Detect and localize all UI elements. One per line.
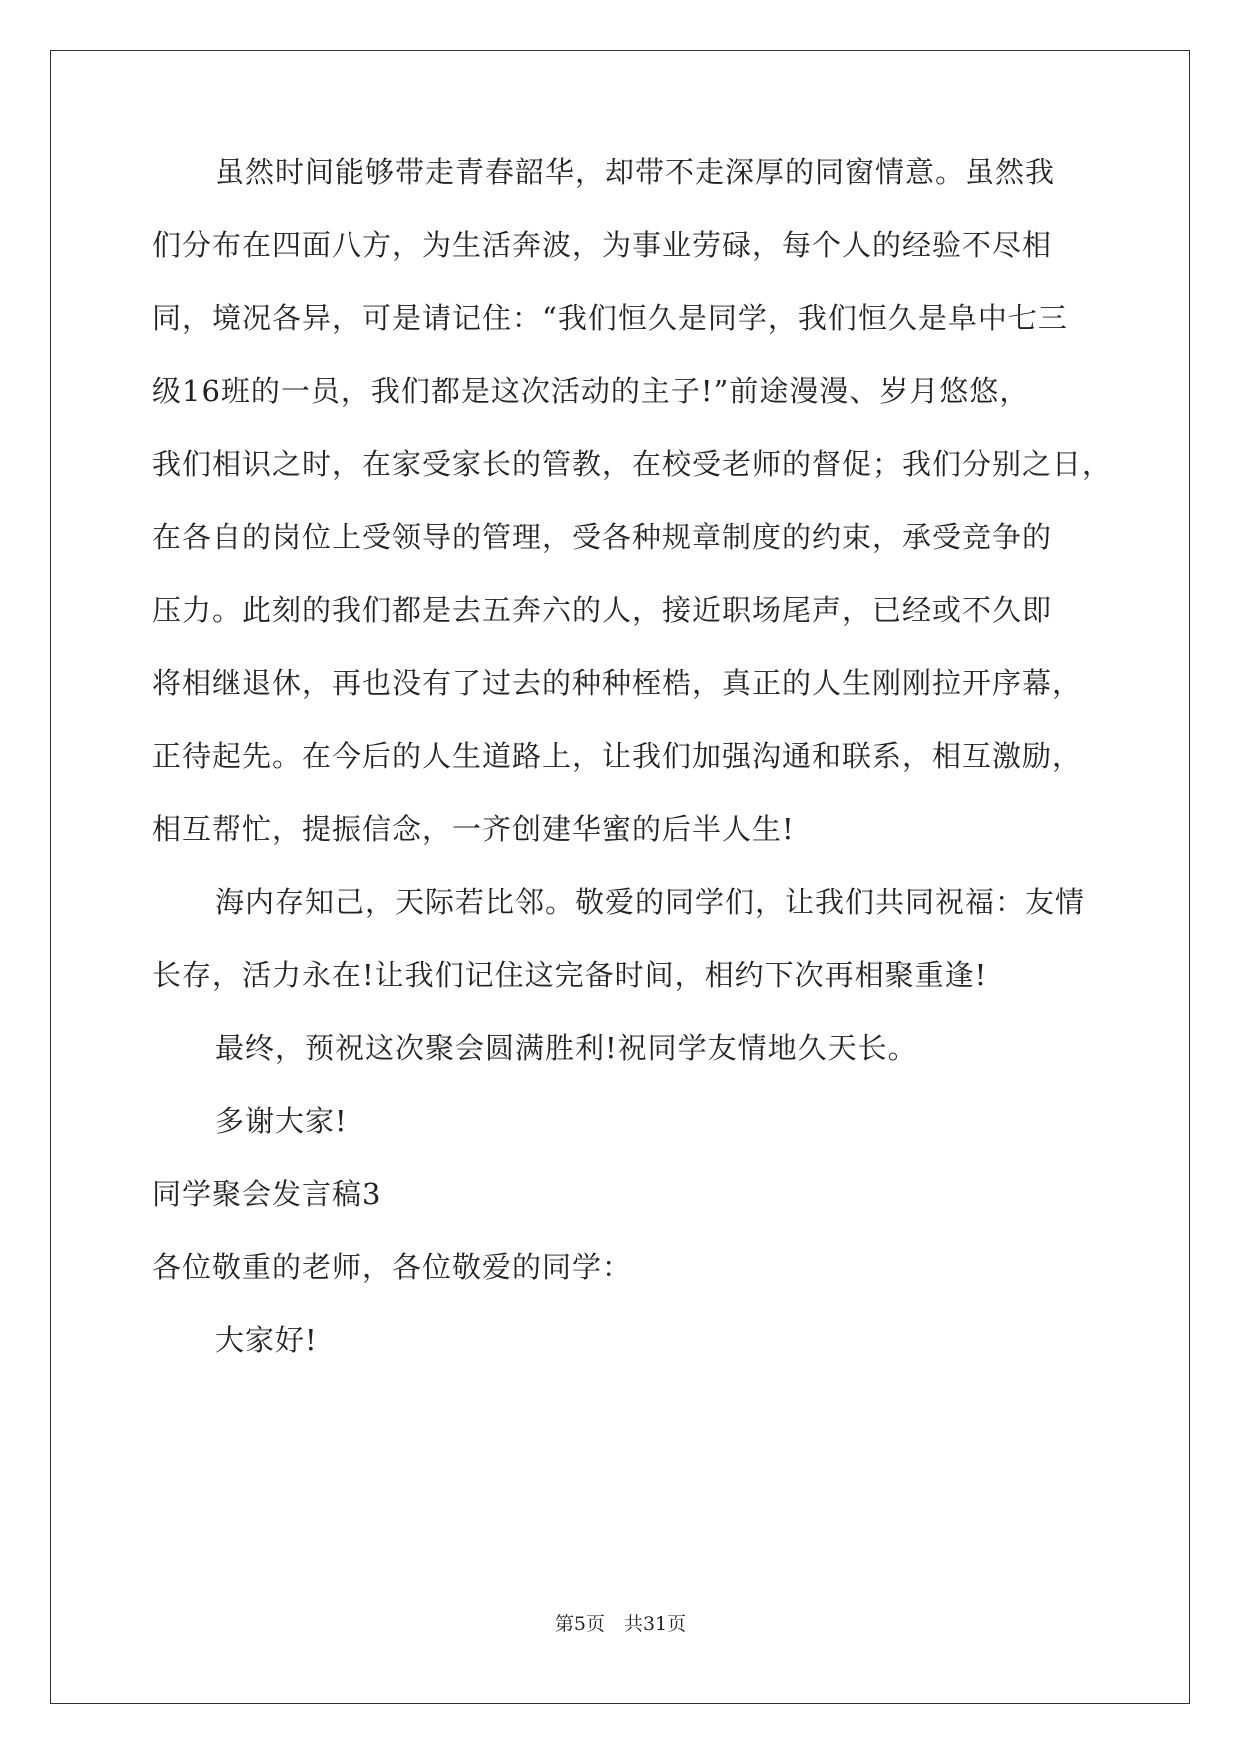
page-number-footer: 第5页 共31页 (554, 1613, 687, 1635)
salutation-line: 各位敬重的老师，各位敬爱的同学： (152, 1250, 633, 1284)
paragraph-line: 海内存知己，天际若比邻。敬爱的同学们，让我们共同祝福：友情 (215, 885, 1086, 919)
paragraph-line: 虽然时间能够带走青春韶华，却带不走深厚的同窗情意。虽然我 (215, 155, 1056, 189)
section-heading: 同学聚会发言稿3 (152, 1177, 382, 1211)
paragraph-line: 最终，预祝这次聚会圆满胜利!祝同学友情地久天长。 (215, 1031, 918, 1065)
paragraph-line: 相互帮忙，提振信念，一齐创建华蜜的后半人生! (152, 812, 795, 846)
paragraph-line: 我们相识之时，在家受家长的管教，在校受老师的督促；我们分别之日， (152, 447, 1113, 481)
paragraph-line: 将相继退休，再也没有了过去的种种桎梏，真正的人生刚刚拉开序幕， (152, 666, 1083, 700)
paragraph-line: 长存，活力永在!让我们记住这完备时间，相约下次再相聚重逢! (152, 958, 988, 992)
paragraph-line: 多谢大家! (215, 1104, 348, 1138)
paragraph-line: 压力。此刻的我们都是去五奔六的人，接近职场尾声，已经或不久即 (152, 593, 1053, 627)
paragraph-line: 级16班的一员，我们都是这次活动的主子!”前途漫漫、岁月悠悠， (152, 374, 1030, 408)
greeting-line: 大家好! (215, 1323, 318, 1357)
paragraph-line: 正待起先。在今后的人生道路上，让我们加强沟通和联系，相互激励， (152, 739, 1083, 773)
paragraph-line: 同，境况各异，可是请记住：“我们恒久是同学，我们恒久是阜中七三 (152, 301, 1068, 335)
paragraph-line: 们分布在四面八方，为生活奔波，为事业劳碌，每个人的经验不尽相 (152, 228, 1053, 262)
paragraph-line: 在各自的岗位上受领导的管理，受各种规章制度的约束，承受竞争的 (152, 520, 1053, 554)
